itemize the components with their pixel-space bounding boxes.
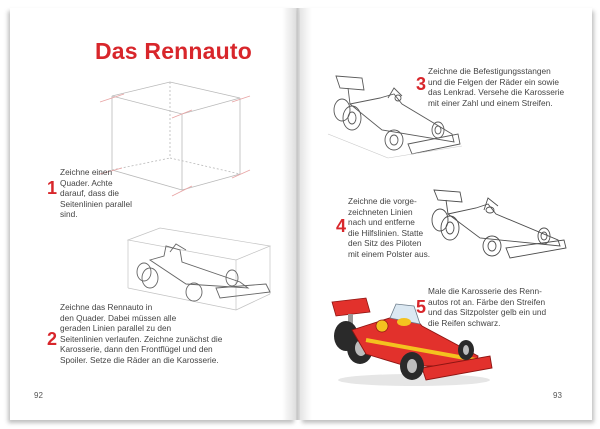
text-line: Male die Karosserie des Renn- xyxy=(428,286,542,296)
step2-number: 2 xyxy=(47,329,58,349)
step3-text xyxy=(428,66,564,108)
book-gutter xyxy=(282,8,312,420)
step1-number: 1 xyxy=(47,178,58,198)
left-page-number: 92 xyxy=(34,391,43,400)
step4-car-sketch xyxy=(430,188,570,268)
text-line: mit einem Polster aus. xyxy=(348,248,431,259)
text-line: die Reifen schwarz. xyxy=(428,317,501,328)
text-line: die Hilfslinien. Statte xyxy=(348,227,424,238)
text-line: geraden Linien parallel zu den xyxy=(60,323,172,334)
text-line: und die Felgen der Räder ein sowie xyxy=(428,76,559,87)
text-line: den Sitz des Piloten xyxy=(348,238,422,249)
text-line: Spoiler. Setze die Räder an die Karosserie. xyxy=(60,354,219,365)
step1-text xyxy=(60,167,132,220)
text-line: Karosserie, dann den Frontflügel und den xyxy=(60,344,213,355)
text-line: Zeichne die vorge- xyxy=(348,196,417,206)
step5-text xyxy=(428,286,546,328)
text-line: das Lenkrad. Versehe die Karosserie xyxy=(428,87,565,98)
text-line: Zeichne einen xyxy=(60,167,113,177)
step5-number: 5 xyxy=(416,297,427,317)
step4-number: 4 xyxy=(336,216,347,236)
text-line: Seitenlinien parallel xyxy=(60,198,132,209)
page-title: Das Rennauto xyxy=(95,38,253,64)
text-line: den Quader. Dabei müssen alle xyxy=(60,312,177,323)
text-line: Quader. Achte xyxy=(60,177,113,188)
step2-text xyxy=(60,302,222,366)
text-line: nach und entferne xyxy=(348,217,415,228)
text-line: mit einer Zahl und einem Streifen. xyxy=(428,97,553,108)
step4-text xyxy=(348,196,430,260)
text-line: sind. xyxy=(60,209,78,220)
text-line: Zeichne das Rennauto in xyxy=(60,302,153,312)
text-line: Zeichne die Befestigungsstangen xyxy=(428,66,551,76)
text-line: darauf, dass die xyxy=(60,188,120,199)
step3-number: 3 xyxy=(416,74,427,94)
text-line: Seitenlinien verlaufen. Zeichne zunächst die xyxy=(60,333,223,344)
text-line: und das Sitzpolster gelb ein und xyxy=(428,307,547,318)
right-page-number: 93 xyxy=(553,391,562,400)
text-line: zeichneten Linien xyxy=(348,206,413,217)
text-line: autos rot an. Färbe den Streifen xyxy=(428,296,546,307)
